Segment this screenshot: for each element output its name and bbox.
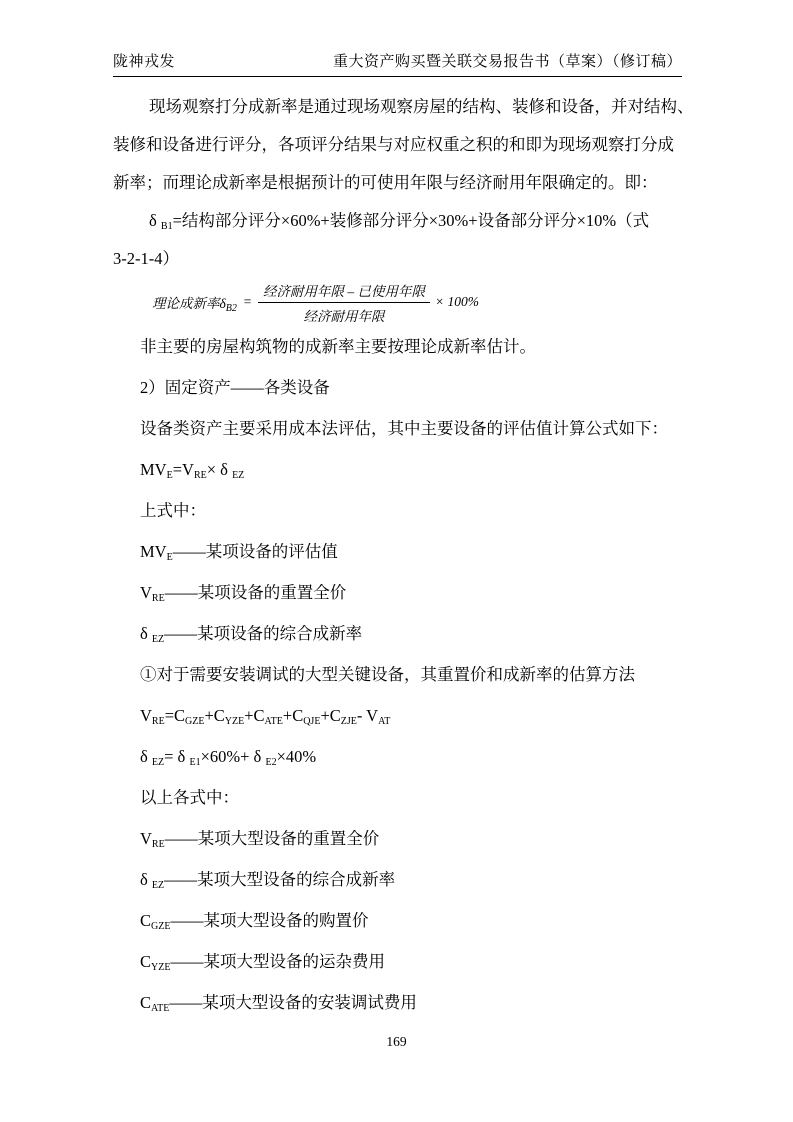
formula-text: δ: [140, 870, 152, 889]
formula-text: = δ: [164, 747, 190, 766]
fraction-denominator: 经济耐用年限: [303, 308, 385, 324]
definition-large-vre: [113, 818, 682, 859]
formula-subscript: E2: [265, 757, 277, 768]
paragraph-observation-line-3: 新率；而理论成新率是根据预计的可使用年限与经济耐用年限确定的。即：: [113, 173, 658, 192]
header-report-title: 重大资产购买暨关联交易报告书（草案）（修订稿）: [332, 54, 682, 70]
text-line-theoretical-estimate: 非主要的房屋构筑物的成新率主要按理论成新率估计。: [140, 337, 536, 356]
formula-subscript: EZ: [151, 757, 165, 768]
formula-text: × δ: [206, 460, 233, 479]
formula-subscript: GZE: [185, 716, 205, 727]
formula-text: ×40%: [276, 747, 317, 766]
formula-text: MV: [140, 542, 167, 561]
formula-subscript: YZE: [151, 962, 171, 973]
formula-suffix: × 100%: [435, 294, 479, 309]
formula-text: ——某项大型设备的综合成新率: [164, 870, 396, 889]
header-company-name: 陇神戎发: [113, 54, 176, 70]
formula-subscript: E: [166, 552, 173, 563]
formula-lhs: [152, 292, 237, 312]
formula-subscript: B1: [160, 221, 173, 232]
formula-text: C: [140, 952, 152, 971]
formula-text: ——某项设备的重置全价: [164, 583, 347, 602]
formula-text: C: [140, 993, 152, 1012]
formula-text: V: [140, 583, 152, 602]
formula-subscript: E1: [189, 757, 201, 768]
formula-theoretical-newness-rate: [113, 278, 682, 326]
section-heading-fixed-assets: 2）固定资产——各类设备: [140, 378, 330, 397]
formula-subscript: YZE: [224, 716, 245, 727]
formula-mve: [113, 449, 682, 490]
equals-sign: =: [242, 294, 253, 309]
definition-large-cgze: [113, 900, 682, 941]
formula-lhs-subscript: B2: [225, 303, 237, 314]
formula-text: ——某项设备的评估值: [172, 542, 338, 561]
formula-subscript: GZE: [151, 921, 171, 932]
formula-text: +C: [320, 706, 341, 725]
formula-b1-line-1: [113, 202, 682, 240]
page-number: 169: [386, 1034, 407, 1049]
page-body: [113, 88, 694, 1023]
formula-text: C: [140, 911, 152, 930]
definition-large-cyze: [113, 941, 682, 982]
formula-text: ——某项设备的综合成新率: [164, 624, 363, 643]
page-header: [113, 50, 682, 77]
formula-text: δ: [140, 624, 152, 643]
fraction: [258, 280, 430, 325]
formula-text: V: [140, 706, 152, 725]
formula-subscript: QJE: [303, 716, 321, 727]
formula-subscript: RE: [151, 593, 165, 604]
paragraph-observation-line-1: 现场观察打分成新率是通过现场观察房屋的结构、装修和设备，并对结构、: [149, 97, 694, 116]
formula-b1-line-2: 3-2-1-4）: [113, 249, 179, 268]
definition-mve: [113, 531, 682, 572]
formula-dez-weighted: [113, 736, 682, 777]
text-line-above-formulas: 以上各式中：: [140, 788, 239, 807]
formula-subscript: ATE: [151, 1003, 170, 1014]
formula-text: δ: [140, 747, 152, 766]
formula-subscript: RE: [151, 839, 165, 850]
formula-text: ——某项大型设备的重置全价: [164, 829, 380, 848]
formula-text: δ: [149, 211, 161, 230]
formula-text: =V: [172, 460, 194, 479]
formula-subscript: EZ: [232, 470, 245, 481]
formula-text: ——某项大型设备的运杂费用: [170, 952, 385, 971]
paragraph-observation-line-2: 装修和设备进行评分，各项评分结果与对应权重之积的和即为现场观察打分成: [113, 135, 674, 154]
formula-text: ——某项大型设备的安装调试费用: [169, 993, 417, 1012]
formula-text: ——某项大型设备的购置价: [170, 911, 369, 930]
formula-text: +C: [282, 706, 304, 725]
text-line-large-equipment-method: ①对于需要安装调试的大型关键设备，其重置价和成新率的估算方法: [140, 665, 635, 684]
formula-text: ×60%+ δ: [200, 747, 266, 766]
formula-subscript: AT: [378, 716, 391, 727]
formula-vre-expanded: [113, 695, 682, 736]
formula-text: +C: [204, 706, 225, 725]
formula-text: V: [140, 829, 152, 848]
formula-text: +C: [244, 706, 265, 725]
formula-subscript: E: [166, 470, 173, 481]
text-line-in-formula: 上式中：: [140, 501, 206, 520]
formula-subscript: EZ: [151, 634, 165, 645]
formula-subscript: RE: [193, 470, 207, 481]
definition-dez: [113, 613, 682, 654]
definition-vre: [113, 572, 682, 613]
definition-large-cate: [113, 982, 682, 1023]
fraction-numerator: 经济耐用年限 – 已使用年限: [258, 280, 430, 303]
formula-subscript: EZ: [151, 880, 165, 891]
text-line-cost-method: 设备类资产主要采用成本法评估，其中主要设备的评估值计算公式如下：: [140, 419, 668, 438]
formula-text: =C: [164, 706, 186, 725]
formula-text: MV: [140, 460, 167, 479]
formula-text: - V: [356, 706, 379, 725]
definition-large-dez: [113, 859, 682, 900]
formula-subscript: ATE: [264, 716, 283, 727]
formula-lhs-text: 理论成新率δ: [152, 296, 226, 311]
formula-subscript: RE: [151, 716, 165, 727]
formula-subscript: ZJE: [340, 716, 357, 727]
formula-text: =结构部分评分×60%+装修部分评分×30%+设备部分评分×10%（式: [172, 211, 650, 230]
